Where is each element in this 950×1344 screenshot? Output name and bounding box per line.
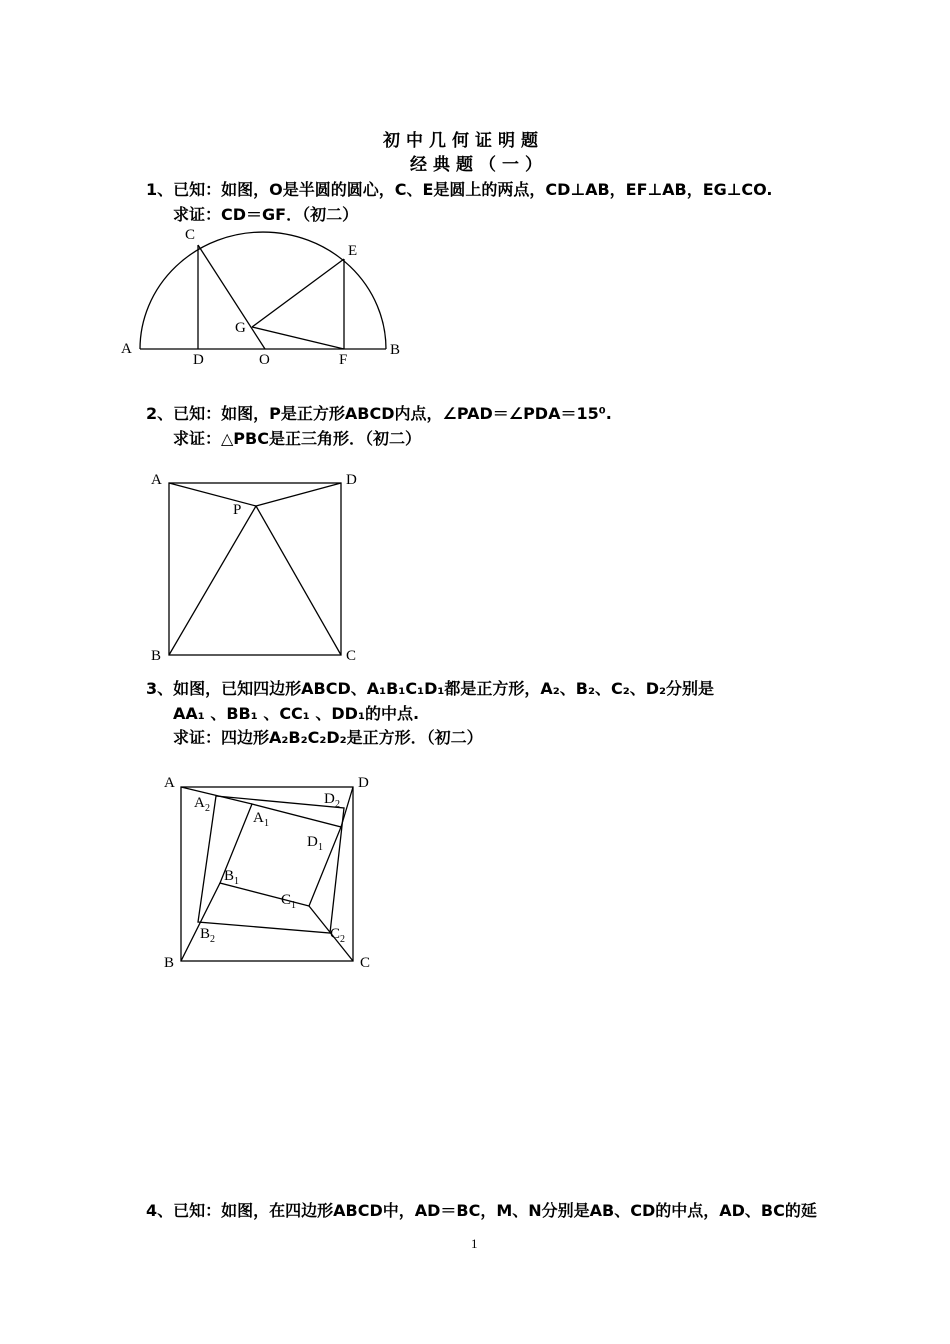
- label-P: P: [233, 502, 242, 518]
- label-C1-sub: 1: [291, 900, 296, 911]
- label-C2-sub: 2: [340, 934, 345, 945]
- label-B: B: [390, 342, 401, 358]
- page-subtitle: 经典题（一）: [410, 155, 548, 175]
- label-B1: B: [224, 868, 235, 884]
- problem-3-given-cont: AA₁ 、BB₁ 、CC₁ 、DD₁的中点.: [173, 704, 420, 723]
- page-title: 初中几何证明题: [383, 131, 544, 151]
- label-A: A: [151, 472, 162, 488]
- page-number: 1: [471, 1236, 478, 1251]
- label-B: B: [151, 648, 162, 664]
- label-C1: C: [281, 892, 292, 908]
- figure-3-squares: [164, 775, 370, 971]
- label-C: C: [346, 648, 357, 664]
- problem-1-prove: 求证：CD＝GF．（初二）: [173, 205, 359, 224]
- segment-aa1: [181, 787, 252, 804]
- label-D: D: [358, 775, 369, 791]
- problem-3-given: 3、如图，已知四边形ABCD、A₁B₁C₁D₁都是正方形，A₂、B₂、C₂、D₂分别是: [146, 679, 715, 698]
- figure-2-square: [151, 472, 357, 664]
- segment-dd1: [341, 787, 353, 827]
- label-B2-sub: 2: [210, 934, 215, 945]
- label-A: A: [121, 341, 132, 357]
- problem-4-given: 4、已知：如图，在四边形ABCD中，AD＝BC，M、N分别是AB、CD的中点，AD、BC的延: [146, 1201, 817, 1220]
- problem-3-prove: 求证：四边形A₂B₂C₂D₂是正方形．（初二）: [173, 728, 483, 747]
- segment-bp: [169, 506, 256, 655]
- label-C: C: [185, 227, 196, 243]
- label-A2-sub: 2: [205, 803, 210, 814]
- segment-bb1: [181, 883, 220, 961]
- problem-1-given: 1、已知：如图，O是半圆的圆心，C、E是圆上的两点，CD⊥AB，EF⊥AB，EG⊥CO.: [146, 180, 773, 199]
- label-B2: B: [200, 926, 211, 942]
- label-D2-sub: 2: [335, 799, 340, 810]
- label-A2: A: [194, 795, 205, 811]
- figure-1-semicircle: [121, 227, 400, 368]
- label-A1: A: [253, 810, 264, 826]
- segment-dp: [256, 483, 341, 506]
- square-a2b2c2d2: [198, 796, 344, 933]
- label-A: A: [164, 775, 175, 791]
- square-a1b1c1d1: [220, 804, 341, 906]
- label-C2: C: [330, 926, 341, 942]
- label-D: D: [346, 472, 357, 488]
- label-D1: D: [307, 834, 318, 850]
- problem-2-given: 2、已知：如图，P是正方形ABCD内点，∠PAD＝∠PDA＝15⁰.: [146, 404, 612, 423]
- label-D1-sub: 1: [318, 842, 323, 853]
- segment-eg: [252, 259, 344, 327]
- problem-2-prove: 求证：△PBC是正三角形．（初二）: [173, 429, 421, 448]
- label-F: F: [339, 352, 348, 368]
- label-B1-sub: 1: [234, 876, 239, 887]
- label-E: E: [348, 243, 358, 259]
- label-A1-sub: 1: [264, 818, 269, 829]
- segment-ap: [169, 483, 256, 506]
- segment-cp: [256, 506, 341, 655]
- label-B: B: [164, 955, 175, 971]
- segment-gf: [252, 327, 344, 349]
- label-G: G: [235, 320, 246, 336]
- label-D2: D: [324, 791, 335, 807]
- segment-co: [198, 245, 265, 349]
- label-D: D: [193, 352, 204, 368]
- label-C: C: [360, 955, 371, 971]
- label-O: O: [259, 352, 270, 368]
